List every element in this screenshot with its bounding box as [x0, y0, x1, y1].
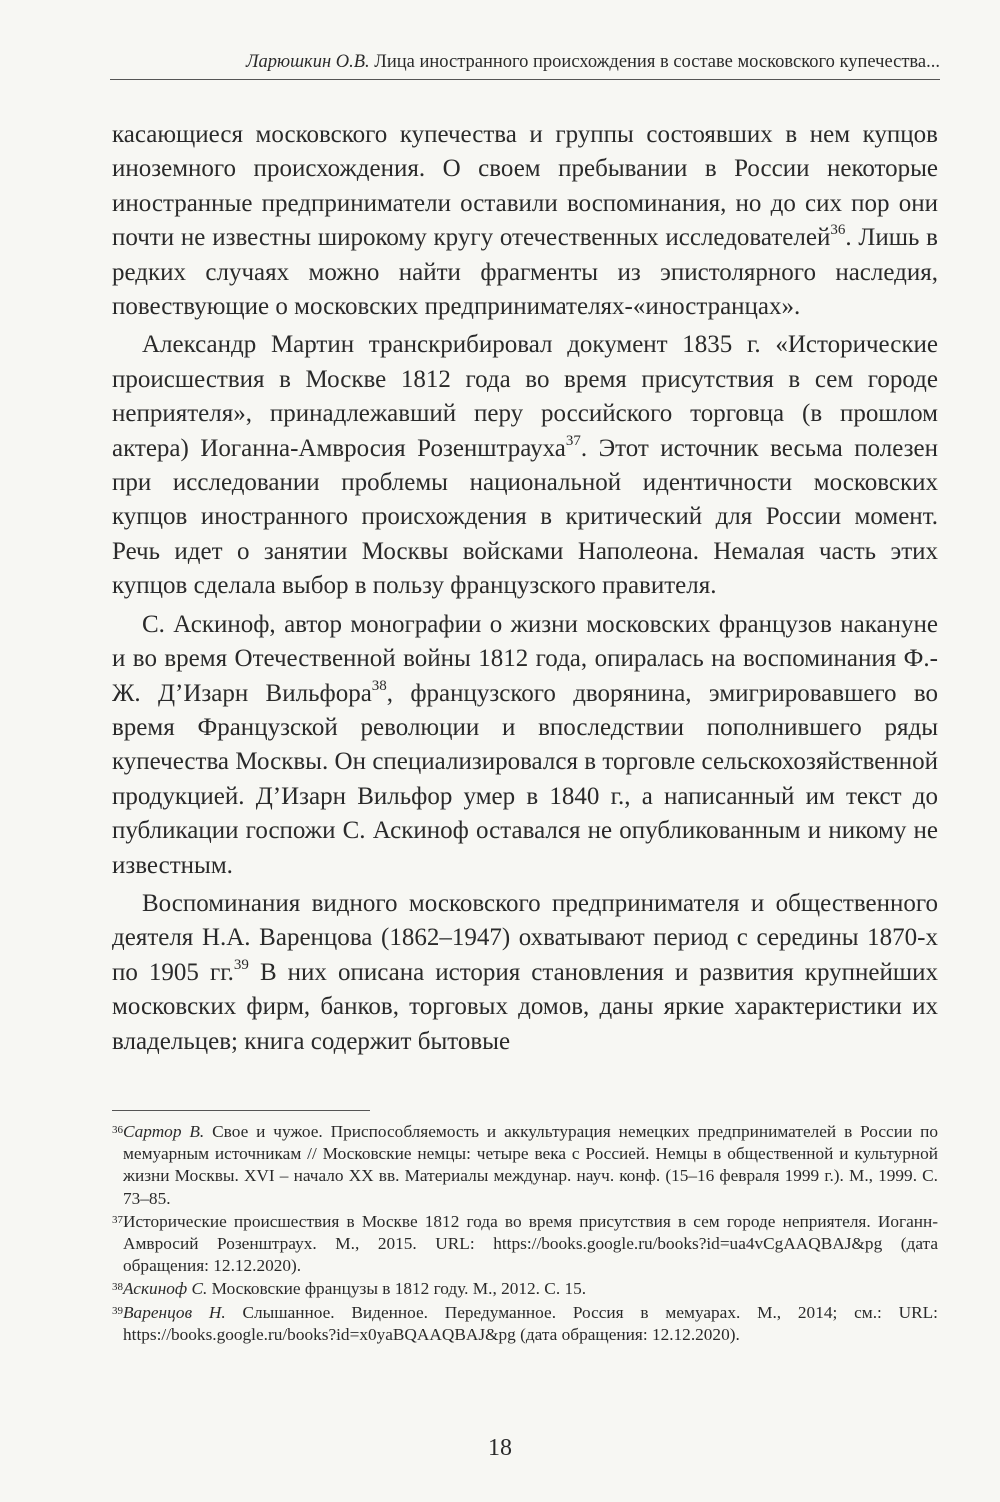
footnote-number: 39 — [112, 1304, 123, 1317]
footnote-38 — [112, 1278, 938, 1300]
paragraph: касающиеся московского купечества и группы состоявших в нем купцов иноземного происхождения. О своем пребывании в России некоторые иностранные предприниматели оставили воспоминания, но до сих пор они почти не известны широкому кругу отечественных исследователей$^{36}$. Лишь в редких случаях можно найти фрагменты из эпистолярного наследия, повествующие о московских предпринимателях-«иностранцах». — [112, 121, 938, 321]
footnote-36 — [112, 1121, 938, 1210]
footnote-separator — [112, 1110, 370, 1111]
footnote-text: Московские французы в 1812 году. М., 2012. С. 15. — [207, 1279, 587, 1299]
footnote-text: Свое и чужое. Приспособляемость и аккультурация немецких предпринимателей в России по мемуарным источникам // Московские немцы: четыре века с Россией. Немцы в общественной и культурной жизни Москвы. XVI – начало XX вв. Материалы междунар. науч. конф. (15–16 февраля 1999 г.). М., 1999. С. 73–85. — [123, 1122, 939, 1208]
footnote-39 — [112, 1302, 938, 1346]
page-number: 18 — [488, 1435, 512, 1461]
footnote-ref-39: 39 — [233, 956, 249, 973]
header-title: Лица иностранного происхождения в составе московского купечества... — [374, 52, 940, 72]
paragraph: Александр Мартин транскрибировал документ 1835 г. «Исторические происшествия в Москве 1812 года во время присутствия в сем городе неприятеля», принадлежавший перу российского торговца (в прошлом актера) Иоганна-Амвросия Розенштрауха$^{37}$. Этот источник весьма полезен при исследовании проблемы национальной идентичности московских купцов иностранного происхождения в критический для России момент. Речь идет о занятии Москвы войсками Наполеона. Немалая часть этих купцов сделала выбор в пользу французского правителя. — [112, 331, 939, 600]
footnote-number: 36 — [112, 1124, 123, 1136]
running-header — [110, 52, 940, 80]
footnote-author: Варенцов Н. — [123, 1302, 226, 1322]
footnote-ref-36: 36 — [830, 221, 846, 238]
paragraph: Воспоминания видного московского предпринимателя и общественного деятеля Н.А. Варенцова (1862–1947) охватывают период с середины 1870-х по 1905 гг.$^{39}$ В них описана история становления и развития крупнейших московских фирм, банков, торговых домов, даны яркие характеристики их владельцев; книга содержит бытовые — [112, 889, 938, 1055]
footnote-number: 38 — [112, 1281, 123, 1294]
footnote-author: Аскиноф С. — [123, 1279, 208, 1299]
main-text — [112, 118, 938, 1059]
footnote-ref-38: 38 — [371, 677, 387, 694]
footnotes — [112, 1121, 938, 1347]
footnote-text: Исторические происшествия в Москве 1812 года во время присутствия в сем городе неприятеля. Иоганн-Амвросий Розенштраух. М., 2015. URL: https://books.google.ru/books?id=ua4vCgAAQBAJ&pg (дата обращения: 12.12.2020). — [123, 1211, 938, 1276]
footnote-author: Сартор В. — [123, 1122, 205, 1141]
header-author: Ларюшкин О.В. — [246, 52, 370, 72]
paragraph: С. Аскиноф, автор монографии о жизни московских французов накануне и во время Отечественной войны 1812 года, опиралась на воспоминания Ф.-Ж. Д’Изарн Вильфора$^{38}$, французского дворянина, эмигрировавшего во время Французской революции и впоследствии пополнившего ряды купечества Москвы. Он специализировался в торговле сельскохозяйственной продукцией. Д’Изарн Вильфор умер в 1840 г., а написанный им текст до публикации госпожи С. Аскиноф оставался не опубликованным и никому не известным. — [112, 610, 938, 879]
footnote-37 — [112, 1211, 938, 1278]
footnote-ref-37: 37 — [565, 432, 581, 449]
footnote-number: 37 — [112, 1213, 123, 1226]
footnote-text: Слышанное. Виденное. Передуманное. Россия в мемуарах. М., 2014; см.: URL: https://books.google.ru/books?id=x0yaBQAAQBAJ&pg (дата обращения: 12.12.2020). — [123, 1302, 938, 1344]
